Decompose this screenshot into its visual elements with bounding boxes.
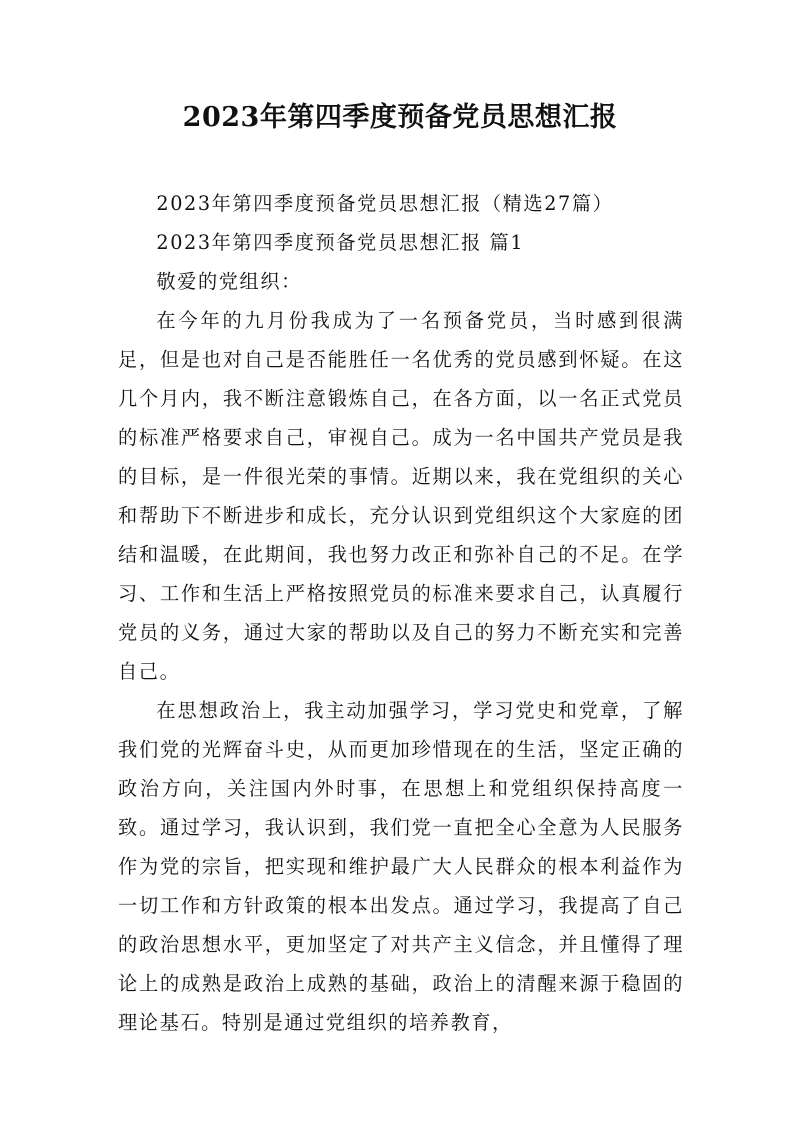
body-paragraph: 在今年的九月份我成为了一名预备党员，当时感到很满足，但是也对自己是否能胜任一名优秀的党员感到怀疑。在这几个月内，我不断注意锻炼自己，在各方面，以一名正式党员的标准严格要求自己，审视自己。成为一名中国共产党员是我的目标，是一件很光荣的事情。近期以来，我在党组织的关心和帮助下不断进步和成长，充分认识到党组织这个大家庭的团结和温暖，在此期间，我也努力改正和弥补自己的不足。在学习、工作和生活上严格按照党员的标准来要求自己，认真履行党员的义务，通过大家的帮助以及自己的努力不断充实和完善自己。 <box>118 309 684 683</box>
salutation: 敬爱的党组织： <box>156 270 302 293</box>
document-subtitle: 2023年第四季度预备党员思想汇报（精选27篇） <box>156 192 614 215</box>
body-paragraph: 在思想政治上，我主动加强学习，学习党史和党章，了解我们党的光辉奋斗史，从而更加珍惜现在的生活，坚定正确的政治方向，关注国内外时事，在思想上和党组织保持高度一致。通过学习，我认识到，我们党一直把全心全意为人民服务作为党的宗旨，把实现和维护最广大人民群众的根本利益作为一切工作和方针政策的根本出发点。通过学习，我提高了自己的政治思想水平，更加坚定了对共产主义信念，并且懂得了理论上的成熟是政治上成熟的基础，政治上的清醒来源于稳固的理论基石。特别是通过党组织的培养教育， <box>118 699 684 1034</box>
document-title: 2023年第四季度预备党员思想汇报 <box>182 102 618 133</box>
document-body <box>118 184 684 1042</box>
section-heading: 2023年第四季度预备党员思想汇报 篇1 <box>156 231 525 254</box>
